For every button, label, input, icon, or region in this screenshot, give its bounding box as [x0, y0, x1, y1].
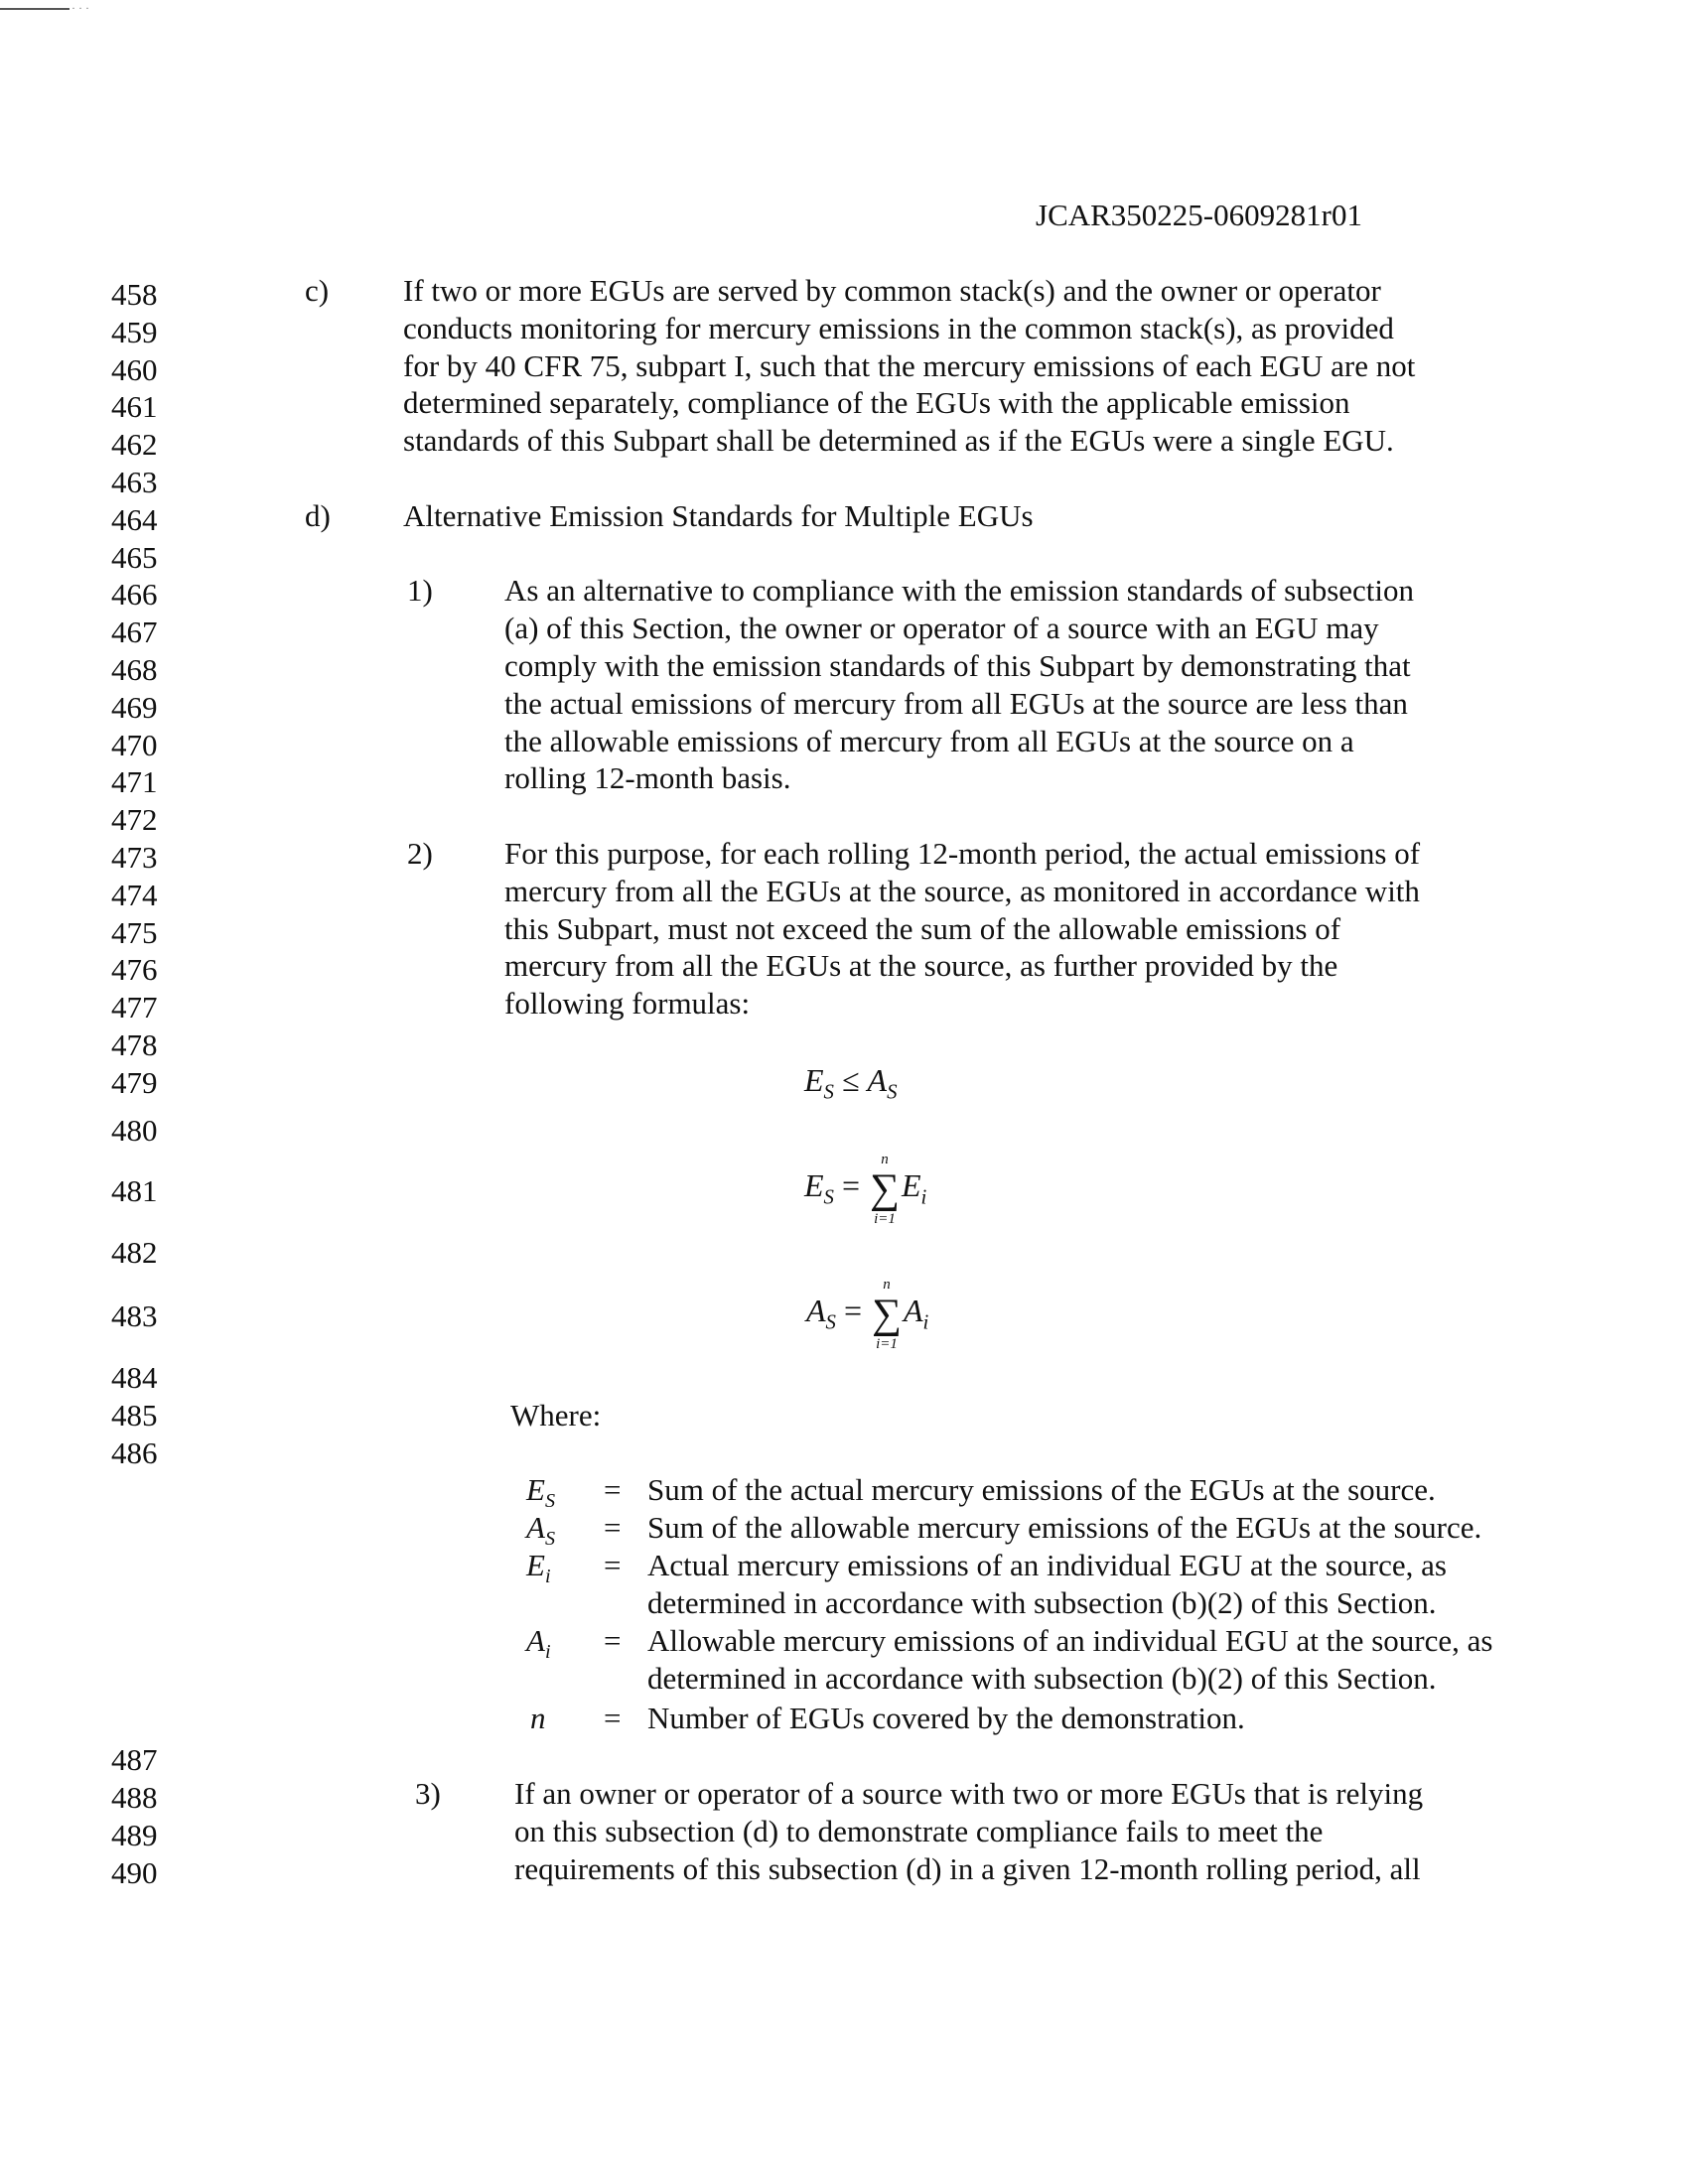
definition-text: Sum of the allowable mercury emissions of the EGUs at the source.: [647, 1510, 1482, 1545]
line-number: 466: [111, 577, 158, 612]
formula-subscript: S: [887, 1080, 898, 1104]
line-number: 458: [111, 277, 158, 312]
formula-subscript: i: [920, 1185, 927, 1209]
line-number: 479: [111, 1065, 158, 1100]
section-label: d): [305, 498, 331, 533]
line-number: 475: [111, 915, 158, 950]
line-number: 490: [111, 1855, 158, 1890]
paragraph-line: conducts monitoring for mercury emissions in the common stack(s), as provided: [403, 311, 1394, 345]
line-number: 463: [111, 465, 158, 499]
definition-text: Number of EGUs covered by the demonstration.: [647, 1701, 1245, 1735]
formula-operator: =: [843, 1293, 862, 1328]
formula-subscript: i: [922, 1310, 929, 1334]
formula-subscript: S: [823, 1080, 834, 1104]
line-number: 460: [111, 352, 158, 387]
definition-text: determined in accordance with subsection (b)(2) of this Section.: [647, 1585, 1437, 1620]
line-number: 477: [111, 990, 158, 1024]
line-number: 472: [111, 802, 158, 837]
sigma-symbol: ∑: [872, 1291, 902, 1337]
line-number: 483: [111, 1298, 158, 1333]
line-number: 471: [111, 764, 158, 799]
definition-equals: =: [604, 1548, 622, 1582]
paragraph-line: determined separately, compliance of the EGUs with the applicable emission: [403, 385, 1350, 420]
definition-equals: =: [604, 1510, 622, 1545]
line-number: 488: [111, 1780, 158, 1815]
formula-operator: ≤: [841, 1062, 860, 1098]
line-number: 465: [111, 540, 158, 575]
line-number: 481: [111, 1173, 158, 1208]
formula-symbol: E: [804, 1062, 824, 1098]
definition-symbol: $E_S$: [526, 1472, 556, 1513]
line-number: 474: [111, 878, 158, 912]
line-number: 487: [111, 1742, 158, 1777]
paragraph-line: mercury from all the EGUs at the source, as further provided by the: [504, 948, 1338, 983]
formula-operator: =: [841, 1167, 860, 1203]
sigma-symbol: ∑: [870, 1165, 900, 1212]
paragraph-line: If two or more EGUs are served by common stack(s) and the owner or operator: [403, 273, 1381, 308]
item-label: 1): [407, 573, 433, 608]
paragraph-line: mercury from all the EGUs at the source, as monitored in accordance with: [504, 874, 1420, 908]
line-number: 469: [111, 690, 158, 725]
paragraph-line: comply with the emission standards of this Subpart by demonstrating that: [504, 648, 1411, 683]
line-number: 478: [111, 1027, 158, 1062]
definition-text: Allowable mercury emissions of an individual EGU at the source, as: [647, 1623, 1493, 1658]
sum-lower-limit: i=1: [876, 1335, 898, 1352]
paragraph-line: standards of this Subpart shall be determined as if the EGUs were a single EGU.: [403, 423, 1394, 458]
corner-dots: · · ·: [71, 1, 89, 15]
formula-symbol: A: [806, 1293, 826, 1328]
definition-equals: =: [604, 1472, 622, 1507]
definition-text: Sum of the actual mercury emissions of the EGUs at the source.: [647, 1472, 1436, 1507]
paragraph-line: the allowable emissions of mercury from all EGUs at the source on a: [504, 724, 1354, 758]
document-id: JCAR350225-0609281r01: [1036, 198, 1362, 232]
line-number: 480: [111, 1113, 158, 1148]
line-number: 485: [111, 1398, 158, 1433]
paragraph-line: the actual emissions of mercury from all EGUs at the source are less than: [504, 686, 1408, 721]
paragraph-line: following formulas:: [504, 986, 751, 1021]
where-label: Where:: [510, 1398, 602, 1433]
line-number: 464: [111, 502, 158, 537]
line-number: 476: [111, 952, 158, 987]
sum-lower-limit: i=1: [874, 1210, 896, 1227]
paragraph-line: requirements of this subsection (d) in a given 12-month rolling period, all: [514, 1851, 1421, 1886]
paragraph-line: (a) of this Section, the owner or operator of a source with an EGU may: [504, 611, 1379, 645]
line-number: 473: [111, 840, 158, 875]
definition-symbol: $A_S$: [526, 1510, 556, 1551]
definition-equals: =: [604, 1623, 622, 1658]
line-number: 470: [111, 728, 158, 762]
formula-as-sum: [806, 1276, 929, 1352]
formula-symbol: A: [867, 1062, 888, 1098]
definition-text: Actual mercury emissions of an individual EGU at the source, as: [647, 1548, 1447, 1582]
formula-es-le-as: [804, 1060, 897, 1112]
section-label: c): [305, 273, 330, 308]
line-number: 484: [111, 1360, 158, 1395]
definition-symbol: n: [530, 1701, 546, 1735]
formula-symbol: E: [902, 1167, 921, 1203]
line-number: 486: [111, 1435, 158, 1470]
line-number: 482: [111, 1235, 158, 1270]
line-number: 461: [111, 389, 158, 424]
line-number: 489: [111, 1818, 158, 1852]
line-number: 467: [111, 614, 158, 649]
section-title: Alternative Emission Standards for Multiple EGUs: [403, 498, 1034, 533]
formula-es-sum: [804, 1151, 927, 1227]
corner-rule: [0, 8, 70, 10]
definition-symbol: $A_i$: [526, 1623, 551, 1664]
definition-symbol: $E_i$: [526, 1548, 551, 1588]
paragraph-line: on this subsection (d) to demonstrate compliance fails to meet the: [514, 1814, 1324, 1848]
paragraph-line: for by 40 CFR 75, subpart I, such that the mercury emissions of each EGU are not: [403, 348, 1416, 383]
formula-symbol: E: [804, 1167, 824, 1203]
paragraph-line: rolling 12-month basis.: [504, 760, 791, 795]
line-number: 462: [111, 427, 158, 462]
sum-upper-limit: n: [881, 1151, 889, 1167]
line-number: 468: [111, 652, 158, 687]
summation: [868, 1151, 902, 1227]
item-label: 2): [407, 836, 433, 871]
definition-text: determined in accordance with subsection (b)(2) of this Section.: [647, 1661, 1437, 1696]
summation: [870, 1276, 904, 1352]
formula-subscript: S: [823, 1185, 834, 1209]
paragraph-line: If an owner or operator of a source with two or more EGUs that is relying: [514, 1776, 1424, 1811]
sum-upper-limit: n: [883, 1276, 891, 1293]
line-number: 459: [111, 315, 158, 349]
formula-symbol: A: [904, 1293, 923, 1328]
paragraph-line: For this purpose, for each rolling 12-month period, the actual emissions of: [504, 836, 1421, 871]
definition-equals: =: [604, 1701, 622, 1735]
paragraph-line: As an alternative to compliance with the emission standards of subsection: [504, 573, 1414, 608]
formula-subscript: S: [825, 1310, 836, 1334]
item-label: 3): [415, 1776, 441, 1811]
paragraph-line: this Subpart, must not exceed the sum of the allowable emissions of: [504, 911, 1341, 946]
